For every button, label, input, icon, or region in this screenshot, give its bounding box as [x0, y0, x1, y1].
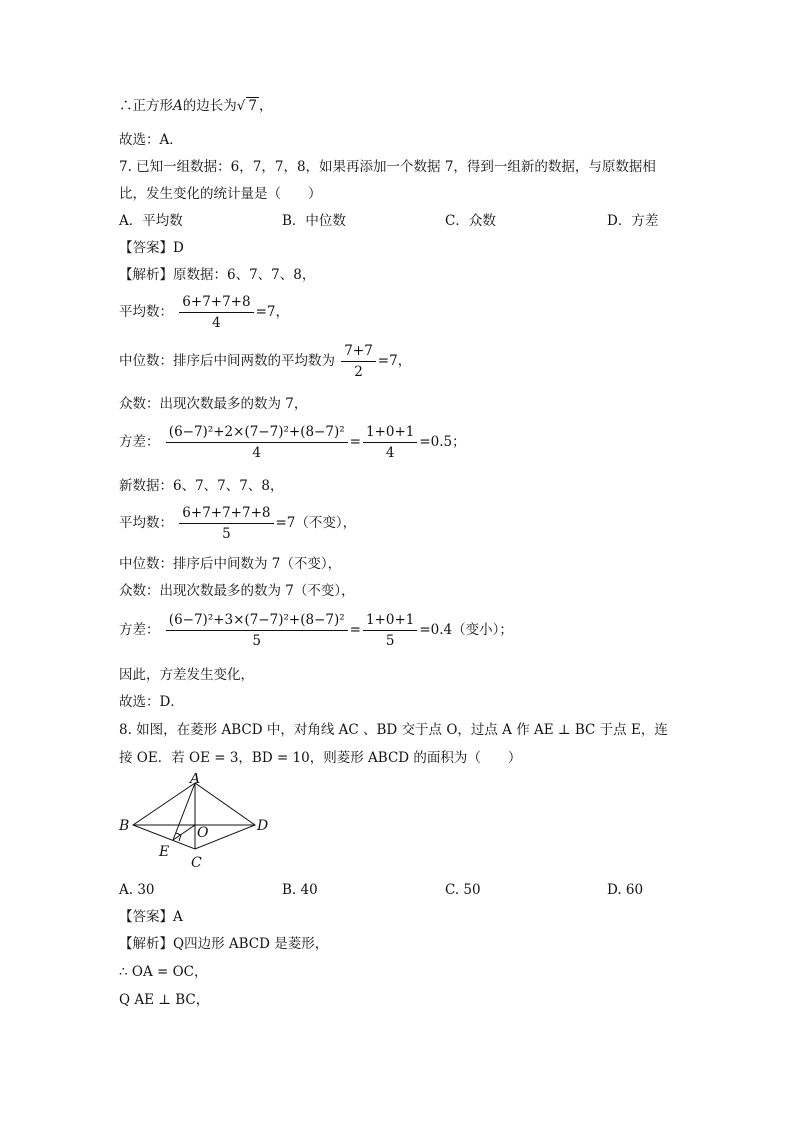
line-choose-a: 故选：A． [119, 132, 183, 148]
label: 平均数： [119, 304, 173, 320]
q8-answer: 【答案】A [119, 909, 183, 925]
result: =0.4（变小）； [419, 622, 513, 638]
q7-answer: 【答案】D [119, 240, 184, 256]
numerator: (6−7)²+3×(7−7)²+(8−7)² [166, 612, 348, 631]
label: 中位数：排序后中间两数的平均数为 [119, 353, 335, 369]
result: =0.5； [419, 434, 466, 450]
q8-option-d: D. 60 [607, 882, 644, 898]
sqrt-radicand: 7 [248, 98, 257, 114]
label-b: B [119, 818, 130, 834]
text-segment: ， [258, 98, 273, 114]
fraction [363, 612, 417, 649]
q8-analysis-3: Q AE ⊥ BC， [119, 992, 210, 1008]
q8-analysis-1: 【解析】Q四边形 ABCD 是菱形， [119, 936, 329, 952]
q7-option-c: C．众数 [445, 213, 496, 229]
q7-analysis: 【解析】原数据：6、7、7、8， [119, 267, 316, 283]
fraction [166, 612, 348, 649]
q7-option-b: B．中位数 [282, 213, 346, 229]
denominator: 5 [385, 633, 395, 649]
q7-mean [119, 294, 289, 331]
q7-mean2 [119, 505, 356, 542]
q7-mode2: 众数：出现次数最多的数为 7（不变）， [119, 583, 355, 599]
denominator: 4 [385, 445, 395, 461]
q7-variance2 [119, 612, 513, 649]
label-c: C [191, 855, 202, 871]
line-square-side [119, 96, 272, 116]
q7-option-d: D．方差 [607, 213, 659, 229]
denominator: 4 [252, 445, 262, 461]
label: 平均数： [119, 515, 173, 531]
fraction [363, 424, 417, 461]
q7-choose: 故选：D． [119, 694, 184, 710]
numerator: 1+0+1 [363, 612, 417, 631]
numerator: (6−7)²+2×(7−7)²+(8−7)² [166, 424, 348, 443]
equals: = [349, 622, 361, 638]
sqrt-symbol: √ [236, 98, 246, 114]
q8-option-c: C. 50 [445, 882, 481, 898]
q8-line2: 接 OE．若 OE = 3，BD = 10，则菱形 ABCD 的面积为（ ） [119, 750, 522, 766]
label-o: O [197, 825, 209, 841]
label-a: A [190, 773, 201, 787]
result: =7（不变）， [275, 515, 357, 531]
equals: = [349, 434, 361, 450]
q7-conclusion: 因此，方差发生变化， [119, 667, 254, 683]
q7-mode: 众数：出现次数最多的数为 7， [119, 396, 308, 412]
q7-new-data: 新数据：6、7、7、7、8， [119, 478, 284, 494]
q7-variance [119, 424, 466, 461]
q7-median [119, 343, 411, 380]
numerator: 6+7+7+8 [179, 294, 253, 313]
q8-option-b: B. 40 [282, 882, 318, 898]
denominator: 5 [252, 633, 262, 649]
numerator: 1+0+1 [363, 424, 417, 443]
label-d: D [257, 818, 269, 834]
fraction [179, 294, 253, 331]
result: =7， [377, 353, 412, 369]
fraction [179, 505, 273, 542]
q7-median2: 中位数：排序后中间数为 7（不变）， [119, 556, 342, 572]
q8-analysis-2: ∴ OA = OC， [119, 964, 208, 980]
text-segment: ∴正方形 [119, 98, 173, 114]
var-a: A [173, 98, 183, 114]
text-segment: 的边长为 [182, 98, 237, 114]
denominator: 2 [354, 364, 363, 380]
rhombus-outline [133, 783, 255, 849]
segment-ae [173, 783, 195, 840]
rhombus-figure [115, 773, 275, 873]
numerator: 6+7+7+7+8 [179, 505, 273, 524]
label-e: E [159, 844, 170, 860]
q8-option-a: A. 30 [119, 882, 155, 898]
q7-line2: 比，发生变化的统计量是（ ） [119, 186, 322, 202]
q7-option-a: A．平均数 [119, 213, 183, 229]
fraction [166, 424, 348, 461]
result: =7， [255, 304, 289, 320]
fraction [341, 343, 376, 380]
q8-line1: 8. 如图，在菱形 ABCD 中，对角线 AC 、BD 交于点 O，过点 A 作 AE ⊥ BC 于点 E，连 [119, 722, 668, 738]
denominator: 5 [222, 526, 231, 542]
numerator: 7+7 [341, 343, 376, 362]
label: 方差： [119, 622, 160, 638]
label: 方差： [119, 434, 160, 450]
q7-line1: 7. 已知一组数据：6，7，7，8，如果再添加一个数据 7，得到一组新的数据，与原数据相 [119, 159, 656, 175]
denominator: 4 [212, 315, 221, 331]
